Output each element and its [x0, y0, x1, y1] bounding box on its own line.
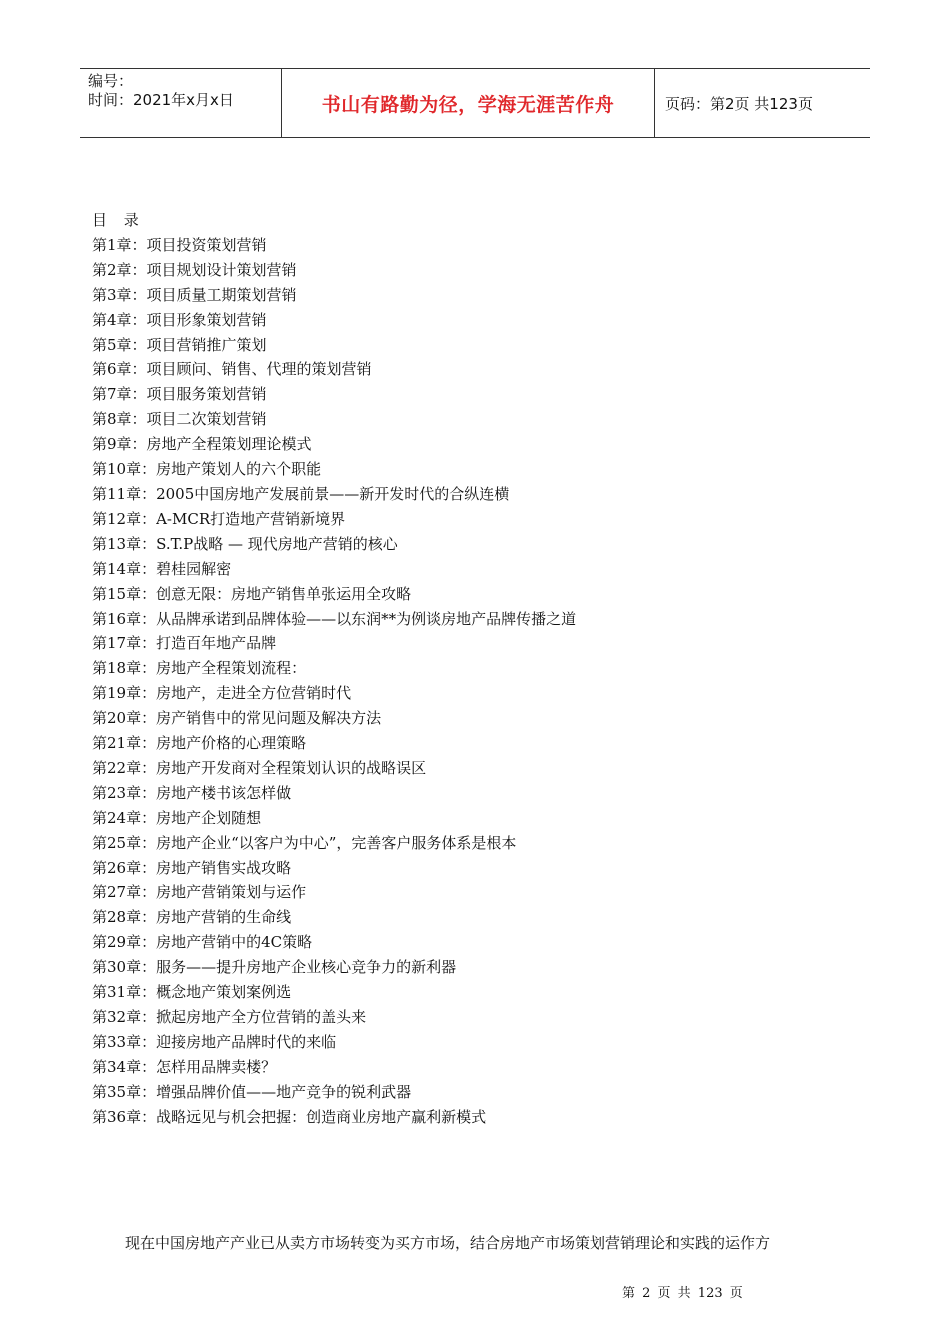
toc-item: 第15章：创意无限：房地产销售单张运用全攻略 [92, 584, 412, 603]
toc-list [92, 233, 576, 1130]
header-number-label: 编号： [88, 72, 134, 90]
toc-item: 第11章：2005中国房地产发展前景——新开发时代的合纵连横 [92, 484, 510, 503]
toc-item: 第21章：房地产价格的心理策略 [92, 734, 307, 753]
toc-item: 第8章：项目二次策划营销 [92, 410, 267, 429]
toc-item: 第18章：房地产全程策划流程： [92, 659, 307, 678]
toc-item: 第10章：房地产策划人的六个职能 [92, 460, 322, 479]
toc-item: 第12章：A-MCR打造地产营销新境界 [92, 509, 346, 528]
toc-item: 第32章：掀起房地产全方位营销的盖头来 [92, 1008, 367, 1026]
toc-item: 第17章：打造百年地产品牌 [92, 634, 277, 653]
toc-item: 第2章：项目规划设计策划营销 [92, 260, 297, 279]
toc-item: 第7章：项目服务策划营销 [92, 385, 267, 404]
toc-item: 第36章：战略远见与机会把握：创造商业房地产赢利新模式 [92, 1107, 487, 1126]
toc-item: 第1章：项目投资策划营销 [92, 235, 267, 254]
header-time-label: 时间：2021年x月x日 [88, 91, 234, 109]
toc-item: 第26章：房地产销售实战攻略 [92, 858, 292, 877]
toc-item: 第24章：房地产企划随想 [92, 808, 262, 827]
toc-item: 第6章：项目顾问、销售、代理的策划营销 [92, 360, 372, 379]
toc-item: 第5章：项目营销推广策划 [92, 335, 267, 354]
toc-item: 第35章：增强品牌价值——地产竞争的锐利武器 [92, 1082, 412, 1101]
toc-item: 第13章：S.T.P战略 — 现代房地产营销的核心 [92, 534, 398, 553]
toc-item: 第16章：从品牌承诺到品牌体验——以东润**为例谈房地产品牌传播之道 [92, 609, 577, 628]
toc-item: 第34章：怎样用品牌卖楼？ [92, 1057, 277, 1076]
toc-item: 第4章：项目形象策划营销 [92, 310, 267, 329]
header-motto: 书山有路勤为径，学海无涯苦作舟 [282, 69, 655, 137]
toc-item: 第31章：概念地产策划案例选 [92, 983, 292, 1002]
toc-item: 第20章：房产销售中的常见问题及解决方法 [92, 709, 382, 728]
toc-item: 第29章：房地产营销中的4C策略 [92, 933, 313, 952]
toc-item: 第28章：房地产营销的生命线 [92, 908, 292, 927]
intro-paragraph: 现在中国房地产产业已从卖方市场转变为买方市场，结合房地产市场策划营销理论和实践的运作方 [125, 1234, 771, 1252]
toc-item: 第25章：房地产企业“以客户为中心”，完善客户服务体系是根本 [92, 833, 517, 852]
header-page-info: 页码：第2页 共123页 [665, 94, 813, 113]
toc-item: 第14章：碧桂园解密 [92, 559, 232, 578]
toc-title: 目 录 [92, 211, 145, 229]
toc-item: 第3章：项目质量工期策划营销 [92, 285, 297, 304]
toc-item: 第22章：房地产开发商对全程策划认识的战略误区 [92, 758, 427, 777]
toc-item: 第23章：房地产楼书该怎样做 [92, 783, 292, 802]
page-footer: 第 2 页 共 123 页 [622, 1286, 743, 1301]
table-of-contents [92, 208, 576, 1130]
header-meta [80, 69, 282, 137]
toc-item: 第9章：房地产全程策划理论模式 [92, 435, 312, 454]
toc-item: 第30章：服务——提升房地产企业核心竞争力的新利器 [92, 958, 457, 977]
toc-item: 第19章：房地产，走进全方位营销时代 [92, 684, 352, 703]
toc-item: 第33章：迎接房地产品牌时代的来临 [92, 1032, 337, 1051]
document-header [80, 68, 870, 138]
toc-item: 第27章：房地产营销策划与运作 [92, 883, 307, 902]
